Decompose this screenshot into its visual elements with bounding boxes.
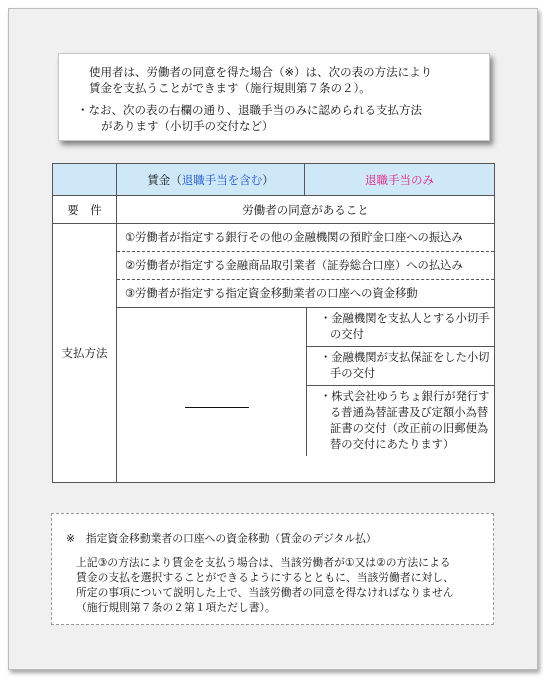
method-item: ①労働者が指定する銀行その他の金融機関の預貯金口座への振込み [117, 224, 494, 252]
method-sub-area [117, 308, 494, 456]
requirement-value: 労働者の同意があること [117, 196, 495, 224]
intro-line-2: 賃金を支払うことができます（施行規則第７条の２）。 [89, 81, 371, 95]
method-item: ③労働者が指定する指定資金移動業者の口座への資金移動 [117, 280, 494, 308]
header-wage [117, 164, 305, 196]
method-label: 支払方法 [53, 224, 117, 483]
intro-box [58, 53, 490, 141]
header-wage-suffix: ） [262, 172, 274, 187]
header-retirement-only: 退職手当のみ [305, 164, 495, 196]
note-line: 上記③の方法により賃金を支払う場合は、当該労働者が①又は②の方法による [76, 556, 451, 569]
header-blank-cell [53, 164, 117, 196]
note-body [76, 555, 488, 615]
retirement-option: ・金融機関を支払人とする小切手の交付 [307, 308, 494, 347]
note-line: （施行規則第７条の２第１項ただし書）。 [76, 601, 276, 614]
retirement-option: ・金融機関が支払保証をした小切手の交付 [307, 347, 494, 386]
intro-bullet [77, 102, 479, 134]
intro-line-1: 使用者は、労働者の同意を得た場合（※）は、次の表の方法により [89, 65, 433, 79]
header-wage-highlight: 退職手当を含む [181, 172, 263, 187]
intro-bullet-line-2: があります（小切手の交付など） [101, 119, 274, 133]
note-line: 賃金の支払を選択することができるようにするとともに、当該労働者に対し、 [76, 571, 454, 584]
requirement-label: 要 件 [53, 196, 117, 224]
not-applicable-dash [185, 407, 249, 408]
method-item: ②労働者が指定する金融商品取引業者（証券総合口座）への払込み [117, 252, 494, 280]
payment-methods-table [52, 163, 495, 483]
retirement-options [307, 308, 494, 456]
digital-payment-note [51, 513, 494, 625]
method-area [117, 224, 495, 483]
wage-not-applicable-cell [117, 308, 307, 456]
note-line: 所定の事項について説明した上で、当該労働者の同意を得なければなりません [76, 586, 454, 599]
intro-bullet-line-1: ・なお、次の表の右欄の通り、退職手当のみに認められる支払方法 [77, 103, 422, 117]
header-wage-prefix: 賃金（ [147, 172, 182, 187]
note-title: ※ 指定資金移動業者の口座への資金移動（賃金のデジタル払） [66, 532, 377, 545]
retirement-option: ・株式会社ゆうちょ銀行が発行する普通為替証書及び定額小為替証書の交付（改正前の旧郵便為替の交付にあたります） [320, 390, 490, 451]
